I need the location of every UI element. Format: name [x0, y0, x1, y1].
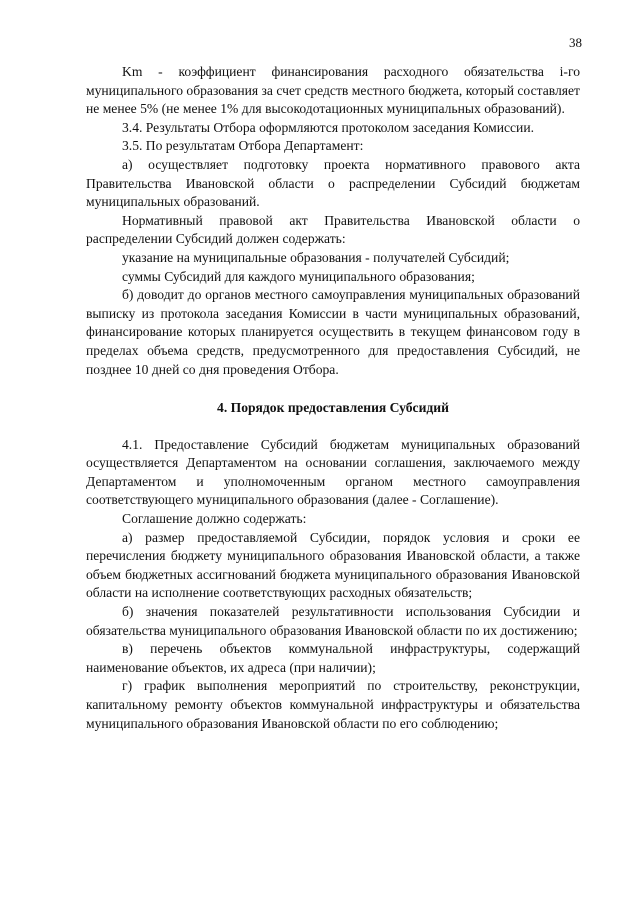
- paragraph-normative-act: Нормативный правовой акт Правительства Ивановской области о распределении Субсидий должен содержать:: [86, 212, 580, 247]
- paragraph-agreement-a: а) размер предоставляемой Субсидии, порядок условия и сроки ее перечисления бюджету муниципального образования Ивановской области, а также объем бюджетных ассигнований бюджета муниципального образования Ивановской области на исполнение соответствующих расходных обязательств;: [86, 529, 580, 601]
- document-body: [86, 63, 580, 733]
- paragraph-3-5-b: б) доводит до органов местного самоуправления муниципальных образований выписку из протокола заседания Комиссии в части муниципальных образований, финансирование которых планируется осуществить в текущем финансовом году в пределах объема средств, предусмотренного для предоставления Субсидий, не позднее 10 дней со дня проведения Отбора.: [86, 287, 580, 377]
- paragraph-3-5-a: а) осуществляет подготовку проекта нормативного правового акта Правительства Ивановской области о распределении Субсидий бюджетам муниципальных образований.: [86, 156, 580, 210]
- paragraph-agreement-b: б) значения показателей результативности использования Субсидии и обязательства муниципального образования Ивановской области по их достижению;: [86, 604, 580, 638]
- section-title: 4. Порядок предоставления Субсидий: [217, 400, 449, 416]
- paragraph-3-5: 3.5. По результатам Отбора Департамент:: [122, 138, 364, 154]
- paragraph-recipients: указание на муниципальные образования - получателей Субсидий;: [122, 249, 510, 265]
- page-number: 38: [569, 35, 582, 50]
- paragraph-agreement-v: в) перечень объектов коммунальной инфраструктуры, содержащий наименование объектов, их адреса (при наличии);: [86, 641, 580, 675]
- paragraph-agreement-contents: Соглашение должно содержать:: [122, 511, 307, 527]
- paragraph-amounts: суммы Субсидий для каждого муниципального образования;: [122, 268, 475, 284]
- paragraph-agreement-g: г) график выполнения мероприятий по строительству, реконструкции, капитальному ремонту объектов коммунальной инфраструктуры и обязательства муниципального образования Ивановской области по его соблюдению;: [86, 678, 580, 731]
- paragraph-km-coefficient: Km - коэффициент финансирования расходного обязательства i-го муниципального образования за счет средств местного бюджета, который составляет не менее 5% (не менее 1% для высокодотационных муниципальных образований).: [86, 64, 580, 117]
- paragraph-4-1: 4.1. Предоставление Субсидий бюджетам муниципальных образований осуществляется Департаментом на основании соглашения, заключаемого между Департаментом и уполномоченным органом местного самоуправления соответствующего муниципального образования (далее - Соглашение).: [86, 436, 580, 508]
- paragraph-3-4: 3.4. Результаты Отбора оформляются протоколом заседания Комиссии.: [122, 119, 535, 135]
